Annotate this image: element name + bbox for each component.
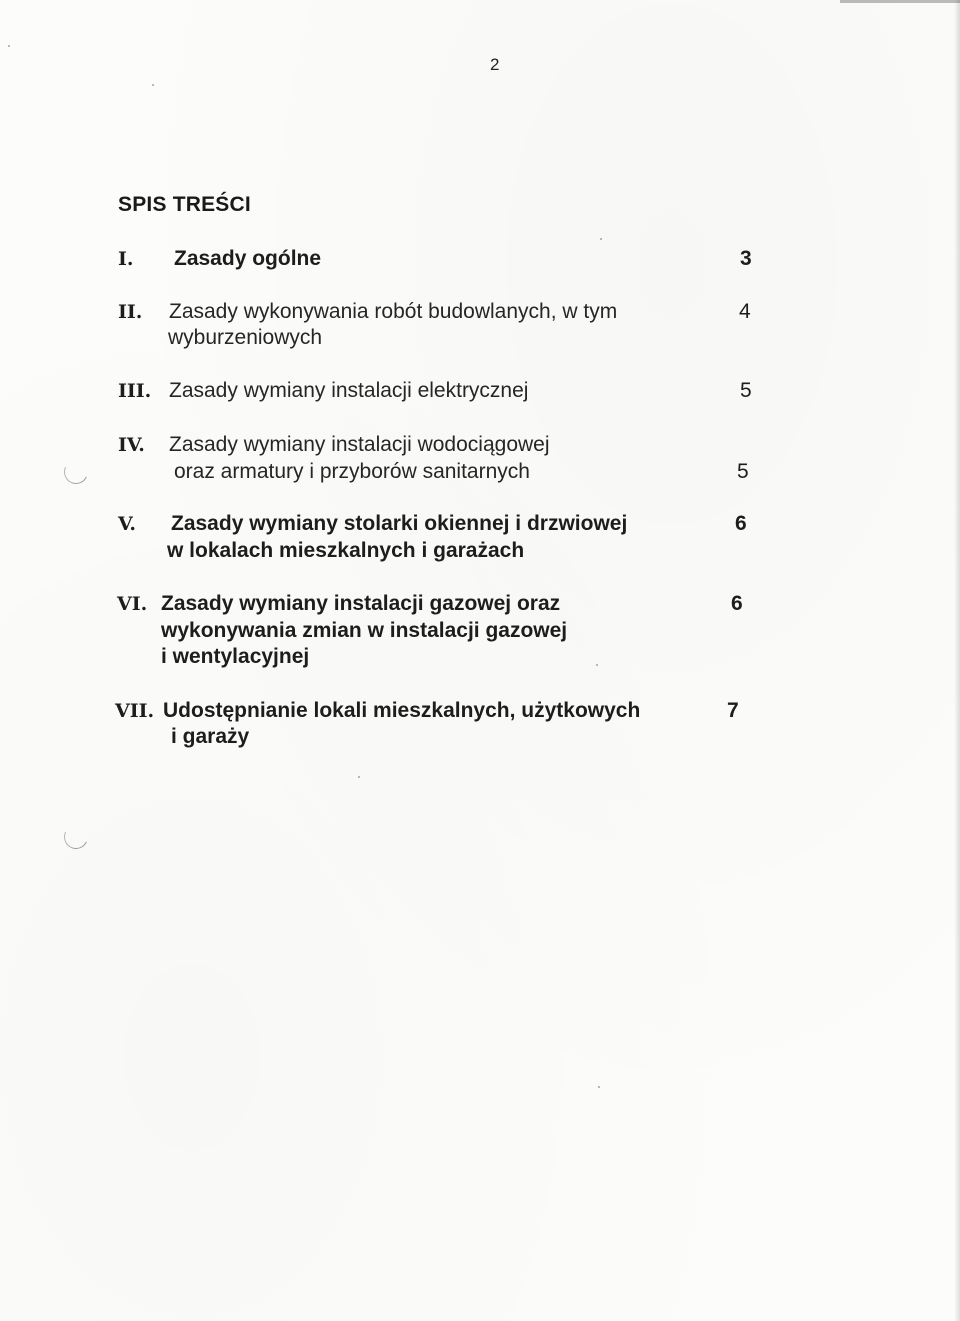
toc-entry-text: Zasady wymiany instalacji wodociągowej [169, 433, 550, 456]
toc-entry-1 [118, 246, 768, 274]
toc-entry-3 [118, 378, 768, 406]
toc-entry-text: Zasady ogólne [174, 247, 322, 270]
toc-entry-text: Zasady wykonywania robót budowlanych, w tym [169, 300, 618, 323]
toc-entry-text: oraz armatury i przyborów sanitarnych [174, 460, 530, 483]
toc-entry-page: 5 [737, 460, 749, 483]
toc-entry-5 [118, 511, 768, 565]
punch-hole-mark-bottom [61, 822, 92, 853]
toc-entry-2 [118, 299, 768, 353]
toc-entry-text: Zasady wymiany instalacji elektrycznej [169, 379, 529, 402]
scan-speck [152, 84, 154, 86]
toc-entry-7 [115, 698, 765, 752]
toc-entry-text: Zasady wymiany instalacji gazowej oraz [161, 592, 561, 615]
toc-entry-text: Zasady wymiany stolarki okiennej i drzwiowej [171, 512, 628, 535]
toc-entry-number: II. [118, 301, 143, 323]
toc-entry-page: 6 [735, 512, 747, 535]
scan-speck [600, 238, 602, 240]
toc-title: SPIS TREŚCI [118, 193, 251, 216]
scan-speck [8, 45, 10, 47]
toc-entry-page: 4 [739, 300, 751, 323]
toc-entry-text: Udostępnianie lokali mieszkalnych, użytkowych [163, 699, 641, 722]
toc-entry-text: wykonywania zmian w instalacji gazowej [161, 619, 568, 642]
toc-entry-number: VII. [115, 700, 155, 722]
page-number: 2 [490, 55, 500, 74]
scan-edge-shadow [954, 0, 960, 1321]
toc-entry-text: w lokalach mieszkalnych i garażach [167, 539, 525, 562]
punch-hole-mark-top [61, 457, 92, 488]
toc-entry-page: 5 [740, 379, 752, 402]
scan-speck [358, 776, 360, 778]
toc-entry-page: 3 [740, 247, 752, 270]
toc-entry-4 [118, 432, 768, 486]
toc-entry-text: wyburzeniowych [168, 326, 323, 349]
scan-speck [598, 1086, 600, 1088]
toc-entry-number: V. [118, 513, 137, 535]
toc-entry-number: VI. [117, 593, 148, 615]
scan-top-edge [840, 0, 960, 3]
toc-entry-page: 6 [731, 592, 743, 615]
toc-entry-number: III. [118, 380, 152, 402]
toc-entry-number: I. [118, 248, 134, 270]
toc-entry-6 [117, 591, 767, 671]
toc-entry-text: i wentylacyjnej [161, 645, 310, 668]
toc-entry-page: 7 [727, 699, 739, 722]
toc-entry-number: IV. [118, 434, 145, 456]
toc-entry-text: i garaży [171, 725, 250, 748]
